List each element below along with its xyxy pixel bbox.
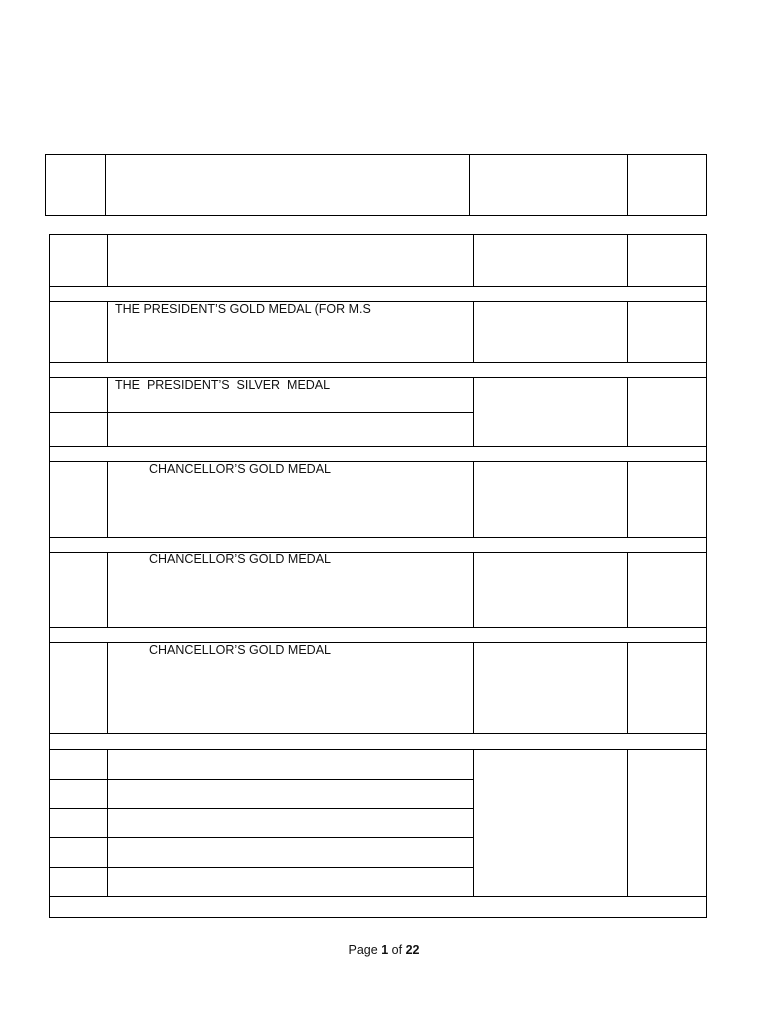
- col-divider: [107, 552, 108, 627]
- page-number: 1: [381, 943, 389, 957]
- col-divider: [627, 301, 628, 362]
- col-divider: [107, 749, 108, 896]
- col-divider: [473, 377, 474, 446]
- col-divider: [473, 461, 474, 537]
- medals-table: [49, 234, 707, 918]
- page-footer: [0, 943, 768, 957]
- of-word: of: [391, 943, 403, 957]
- col-divider: [107, 642, 108, 733]
- row-divider: [49, 642, 707, 643]
- row-divider: [49, 362, 707, 363]
- row-divider: [49, 552, 707, 553]
- col-divider: [107, 234, 108, 286]
- row-divider: [49, 461, 707, 462]
- header-table: [45, 154, 707, 216]
- col-divider: [473, 749, 474, 896]
- row-divider: [49, 446, 707, 447]
- row-divider: [49, 537, 707, 538]
- col-divider: [107, 301, 108, 362]
- row-divider: [49, 733, 707, 734]
- col-divider: [473, 552, 474, 627]
- page-total: 22: [405, 943, 420, 957]
- row-divider: [49, 896, 707, 897]
- header-col-divider: [627, 154, 628, 216]
- col-divider: [473, 642, 474, 733]
- page-word: Page: [348, 943, 378, 957]
- chancellors-gold-medal-label: CHANCELLOR’S GOLD MEDAL: [149, 643, 331, 657]
- presidents-gold-medal-label: THE PRESIDENT’S GOLD MEDAL (FOR M.S: [115, 302, 371, 316]
- col-divider: [473, 234, 474, 286]
- col-divider: [627, 552, 628, 627]
- col-divider: [627, 377, 628, 446]
- sub-row-divider: [49, 837, 473, 838]
- row-divider: [49, 286, 707, 287]
- row-divider: [49, 749, 707, 750]
- sub-row-divider: [49, 867, 473, 868]
- col-divider: [627, 642, 628, 733]
- sub-row-divider: [49, 412, 473, 413]
- col-divider: [627, 234, 628, 286]
- chancellors-gold-medal-label: CHANCELLOR’S GOLD MEDAL: [149, 552, 331, 566]
- sub-row-divider: [49, 808, 473, 809]
- row-divider: [49, 627, 707, 628]
- col-divider: [473, 301, 474, 362]
- sub-row-divider: [49, 779, 473, 780]
- presidents-silver-medal-label: THE PRESIDENT’S SILVER MEDAL: [115, 378, 331, 392]
- chancellors-gold-medal-label: CHANCELLOR’S GOLD MEDAL: [149, 462, 331, 476]
- col-divider: [627, 461, 628, 537]
- col-divider: [107, 377, 108, 446]
- header-col-divider: [469, 154, 470, 216]
- header-col-divider: [105, 154, 106, 216]
- col-divider: [107, 461, 108, 537]
- col-divider: [627, 749, 628, 896]
